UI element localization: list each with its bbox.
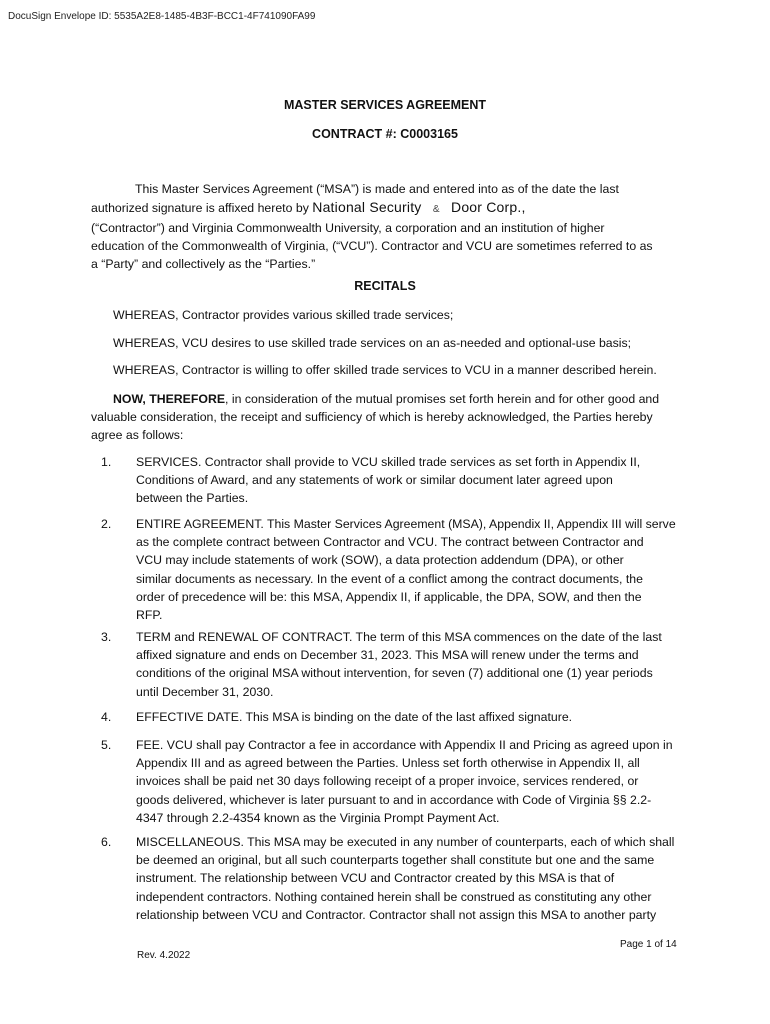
section-number: 3.	[101, 630, 112, 644]
section-number: 6.	[101, 835, 112, 849]
now-therefore-line-3: agree as follows:	[91, 428, 184, 442]
section-line: ENTIRE AGREEMENT. This Master Services Agreement (MSA), Appendix II, Appendix III will serve	[136, 517, 676, 531]
now-therefore-rest: , in consideration of the mutual promises set forth herein and for other good and	[225, 392, 660, 406]
section-line: similar documents as necessary. In the event of a conflict among the contract documents, the	[136, 571, 643, 586]
section-text	[136, 453, 684, 508]
intro-paragraph	[91, 180, 681, 273]
section-line: Conditions of Award, and any statements of work or similar document later agreed upon	[136, 473, 613, 488]
section-text	[136, 515, 684, 624]
intro-line-2-prefix: authorized signature is affixed hereto by	[91, 201, 309, 215]
section-line: until December 31, 2030.	[136, 684, 274, 699]
section-number: 1.	[101, 455, 112, 469]
section-line: RFP.	[136, 608, 163, 623]
section-line: Appendix III and as agreed between the Parties. Unless set forth otherwise in Appendix II, all	[136, 756, 640, 771]
docusign-envelope-id: DocuSign Envelope ID: 5535A2E8-1485-4B3F-BCC1-4F741090FA99	[8, 11, 316, 22]
document-title: MASTER SERVICES AGREEMENT	[283, 98, 487, 112]
section-line: VCU may include statements of work (SOW), a data protection addendum (DPA), or other	[136, 553, 624, 568]
whereas-1: WHEREAS, Contractor provides various skilled trade services;	[113, 308, 454, 322]
section-line: EFFECTIVE DATE. This MSA is binding on the date of the last affixed signature.	[136, 710, 573, 724]
whereas-3: WHEREAS, Contractor is willing to offer skilled trade services to VCU in a manner described herein.	[113, 363, 657, 377]
section-line: 4347 through 2.2-4354 known as the Virginia Prompt Payment Act.	[136, 810, 500, 825]
section-line: affixed signature and ends on December 31, 2023. This MSA will renew under the terms and	[136, 648, 639, 663]
section-text	[136, 628, 684, 701]
section-line: between the Parties.	[136, 491, 249, 506]
intro-line-1: This Master Services Agreement (“MSA”) is made and entered into as of the date the last	[135, 182, 619, 196]
section-line: invoices shall be paid net 30 days following receipt of a proper invoice, services rendered, or	[136, 774, 639, 789]
section-text	[136, 833, 684, 924]
section-line: FEE. VCU shall pay Contractor a fee in accordance with Appendix II and Pricing as agreed upon in	[136, 738, 673, 752]
section-line: conditions of the original MSA without intervention, for seven (7) additional one (1) year periods	[136, 666, 653, 681]
section-number: 5.	[101, 738, 112, 752]
section-line: independent contractors. Nothing contained herein shall be construed as constituting any other	[136, 889, 652, 904]
section-text	[136, 708, 684, 726]
now-therefore-bold: NOW, THEREFORE	[113, 392, 226, 406]
intro-line-2	[91, 198, 681, 219]
now-therefore-line-1	[91, 390, 681, 408]
whereas-2: WHEREAS, VCU desires to use skilled trade services on an as-needed and optional-use basis;	[113, 336, 632, 350]
section-line: order of precedence will be: this MSA, Appendix II, if applicable, the DPA, SOW, and then the	[136, 589, 642, 604]
revision-label: Rev. 4.2022	[137, 950, 191, 961]
section-line: instrument. The relationship between VCU and Contractor created by this MSA is that of	[136, 871, 615, 886]
section-line: MISCELLANEOUS. This MSA may be executed in any number of counterparts, each of which shall	[136, 835, 675, 849]
section-line: as the complete contract between Contractor and VCU. The contract between Contractor and	[136, 535, 644, 550]
ampersand: &	[432, 204, 440, 215]
section-line: TERM and RENEWAL OF CONTRACT. The term of this MSA commences on the date of the last	[136, 630, 662, 644]
page-number: Page 1 of 14	[620, 939, 677, 950]
section-number: 2.	[101, 517, 112, 531]
now-therefore-paragraph	[91, 390, 681, 444]
contractor-name-field-a: National Security	[312, 199, 422, 215]
now-therefore-line-2: valuable consideration, the receipt and sufficiency of which is hereby acknowledged, the Parties hereby	[91, 410, 653, 424]
section-text	[136, 736, 684, 827]
intro-line-3: (“Contractor”) and Virginia Commonwealth University, a corporation and an institution of higher	[91, 221, 605, 235]
section-line: goods delivered, whichever is later pursuant to and in accordance with Code of Virginia §§ 2.2-	[136, 792, 652, 807]
section-number: 4.	[101, 710, 112, 724]
intro-line-5: a “Party” and collectively as the “Parties.”	[91, 257, 316, 271]
intro-line-4: education of the Commonwealth of Virginia, (“VCU”). Contractor and VCU are sometimes referred to as	[91, 239, 653, 253]
section-line: be deemed an original, but all such counterparts together shall constitute but one and the same	[136, 853, 655, 868]
contract-number: CONTRACT #: C0003165	[312, 127, 458, 141]
section-line: SERVICES. Contractor shall provide to VCU skilled trade services as set forth in Appendix II,	[136, 455, 641, 469]
contractor-name-field-b: Door Corp.,	[451, 199, 526, 215]
recitals-heading: RECITALS	[354, 279, 416, 293]
section-line: relationship between VCU and Contractor. Contractor shall not assign this MSA to another party	[136, 907, 657, 922]
